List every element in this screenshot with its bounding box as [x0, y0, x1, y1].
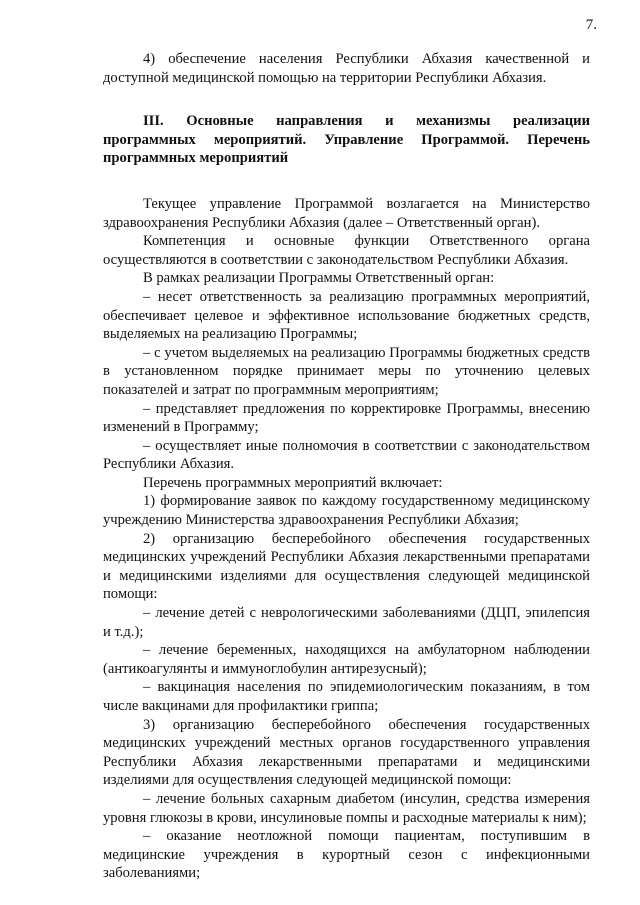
paragraph: В рамках реализации Программы Ответственный орган:	[143, 270, 495, 287]
list-item: – оказание неотложной помощи пациентам, поступившим в медицинские учреждения в курортный сезон с инфекционными заболеваниями;	[103, 828, 590, 882]
paragraph: Компетенция и основные функции Ответственного органа осуществляются в соответствии с законодательством Республики Абхазия.	[103, 233, 590, 268]
document-body	[103, 50, 590, 883]
paragraph: Текущее управление Программой возлагается на Министерство здравоохранения Республики Абхазия (далее – Ответственный орган).	[103, 195, 590, 231]
list-item: – лечение больных сахарным диабетом (инсулин, средства измерения уровня глюкозы в крови, инсулиновые помпы и расходные материалы к ним);	[103, 790, 590, 826]
numbered-item: 3) организацию бесперебойного обеспечения государственных медицинских учреждений местных органов государственного управления Республики Абхазия лекарственными препаратами и медицинскими изделиями для осуществления следующей медицинской помощи:	[103, 716, 590, 789]
list-item: – лечение детей с неврологическими заболеваниями (ДЦП, эпилепсия и т.д.);	[103, 605, 590, 640]
list-item: – вакцинация населения по эпидемиологическим показаниям, в том числе вакцинами для профилактики гриппа;	[103, 679, 590, 714]
paragraph: Перечень программных мероприятий включает:	[143, 474, 443, 491]
list-item: – осуществляет иные полномочия в соответствии с законодательством Республики Абхазия.	[103, 437, 590, 473]
list-item: – с учетом выделяемых на реализацию Программы бюджетных средств в установленном порядке принимает меры по уточнению целевых показателей и затрат по программным мероприятиям;	[103, 344, 590, 398]
page-number: 7.	[585, 17, 597, 33]
list-item: – представляет предложения по корректировке Программы, внесению изменений в Программу;	[103, 400, 590, 436]
list-item: – несет ответственность за реализацию программных мероприятий, обеспечивает целевое и эффективное использование бюджетных средств, выделяемых на реализацию Программы;	[103, 288, 590, 343]
intro-list-item: 4) обеспечение населения Республики Абхазия качественной и доступной медицинской помощью на территории Республики Абхазия.	[103, 51, 590, 86]
list-item: – лечение беременных, находящихся на амбулаторном наблюдении (антикоагулянты и иммуноглобулин антирезусный);	[103, 642, 590, 677]
section-heading: III. Основные направления и механизмы реализации программных мероприятий. Управление Программой. Перечень программных мероприятий	[103, 113, 590, 167]
numbered-item: 1) формирование заявок по каждому государственному медицинскому учреждению Министерства здравоохранения Республики Абхазия;	[103, 493, 590, 529]
numbered-item: 2) организацию бесперебойного обеспечения государственных медицинских учреждений Республики Абхазия лекарственными препаратами и медицинскими изделиями для осуществления следующей медицинской помощи:	[103, 530, 590, 603]
